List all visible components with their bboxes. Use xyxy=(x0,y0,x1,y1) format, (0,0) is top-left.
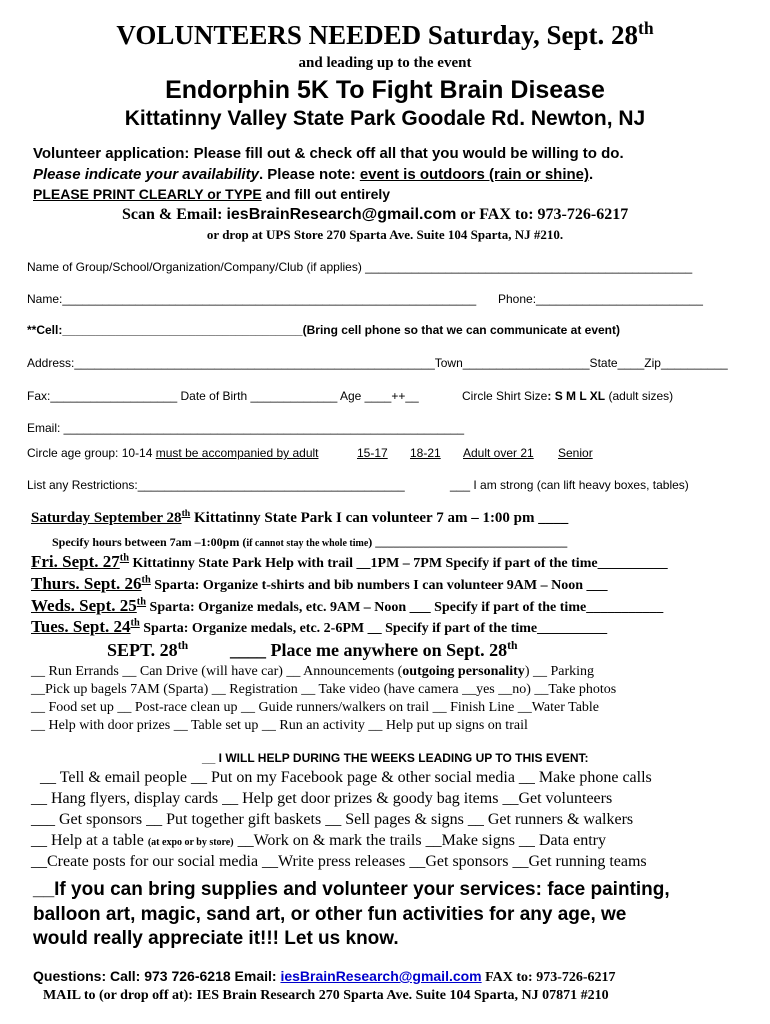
phone-field[interactable]: Phone:_________________________ xyxy=(498,292,703,306)
weeks-tasks-row-4[interactable]: __ Help at a table (at expo or by store) __Work on & mark the trails __Make signs __ Data entry xyxy=(31,832,606,849)
availability-saturday[interactable]: Saturday September 28th Kittatinny State Park I can volunteer 7 am – 1:00 pm ____ xyxy=(31,508,569,526)
intro-line-3: PLEASE PRINT CLEARLY or TYPE and fill out entirely xyxy=(33,186,391,202)
weeks-tasks-row-2[interactable]: __ Hang flyers, display cards __ Help get door prizes & goody bag items __Get volunteers xyxy=(31,790,613,807)
page-title-text: VOLUNTEERS NEEDED Saturday, Sept. 28 xyxy=(116,20,638,50)
sept28-tasks-row-4[interactable]: __ Help with door prizes __ Table set up __ Run an activity __ Help put up signs on trail xyxy=(31,718,528,733)
weeks-tasks-row-3[interactable]: ___ Get sponsors __ Put together gift baskets __ Sell pages & signs __ Get runners & walkers xyxy=(31,811,634,828)
availability-wednesday[interactable]: Weds. Sept. 25th Sparta: Organize medals, etc. 9AM – Noon ___ Specify if part of the time___________ xyxy=(31,596,664,615)
closing-line-1[interactable]: __If you can bring supplies and volunteer your services: face painting, xyxy=(33,879,670,900)
intro-line-1: Volunteer application: Please fill out & check off all that you would be willing to do. xyxy=(33,145,624,162)
footer-questions: Questions: Call: 973 726-6218 Email: iesBrainResearch@gmail.com FAX to: 973-726-6217 xyxy=(33,968,616,985)
intro-line-2: Please indicate your availability. Please note: event is outdoors (rain or shine). xyxy=(33,166,594,183)
restrictions-field[interactable]: List any Restrictions:________________________________________ xyxy=(27,478,405,492)
footer-email-link[interactable]: iesBrainResearch@gmail.com xyxy=(280,968,482,984)
address-field[interactable]: Address:______________________________________________________Town___________________State____Zip__________ xyxy=(27,356,728,370)
page-title-sup: th xyxy=(637,18,654,38)
availability-tuesday[interactable]: Tues. Sept. 24th Sparta: Organize medals, etc. 2-6PM __ Specify if part of the time__________ xyxy=(31,617,608,636)
sept28-tasks-row-1[interactable]: __ Run Errands __ Can Drive (will have car) __ Announcements (outgoing personality) __ Parking xyxy=(31,664,595,679)
weeks-tasks-row-5[interactable]: __Create posts for our social media __Write press releases __Get sponsors __Get running teams xyxy=(31,853,647,870)
availability-thursday[interactable]: Thurs. Sept. 26th Sparta: Organize t-shirts and bib numbers I can volunteer 9AM – Noon ___ xyxy=(31,574,608,593)
page-title xyxy=(0,20,770,51)
shirt-size-field[interactable]: Circle Shirt Size: S M L XL (adult sizes) xyxy=(462,389,674,403)
name-field[interactable]: Name:______________________________________________________________ xyxy=(27,292,477,306)
group-name-field[interactable]: Name of Group/School/Organization/Company/Club (if applies) _________________________________________________ xyxy=(27,260,693,274)
sept28-heading: SEPT. 28th xyxy=(107,639,189,660)
email-field[interactable]: Email: ____________________________________________________________ xyxy=(27,421,465,435)
event-location: Kittatinny Valley State Park Goodale Rd. Newton, NJ xyxy=(124,107,646,130)
place-anywhere-option[interactable]: ____ Place me anywhere on Sept. 28th xyxy=(230,639,518,660)
scan-email-line: Scan & Email: iesBrainResearch@gmail.com or FAX to: 973-726-6217 xyxy=(122,206,629,223)
age-group-label: Circle age group: 10-14 must be accompanied by adult xyxy=(27,446,319,460)
closing-line-3: would really appreciate it!!! Let us know. xyxy=(33,928,399,949)
age-option-senior[interactable]: Senior xyxy=(558,446,593,460)
page-subtitle: and leading up to the event xyxy=(298,55,472,71)
weeks-heading[interactable]: __ I WILL HELP DURING THE WEEKS LEADING UP TO THIS EVENT: xyxy=(202,751,589,765)
strong-checkbox[interactable]: ___ I am strong (can lift heavy boxes, tables) xyxy=(450,478,689,492)
cell-field[interactable]: **Cell:____________________________________(Bring cell phone so that we can communicate at event) xyxy=(27,323,621,337)
weeks-tasks-row-1[interactable]: __ Tell & email people __ Put on my Facebook page & other social media __ Make phone calls xyxy=(40,769,652,786)
availability-specify-hours[interactable]: Specify hours between 7am –1:00pm (if cannot stay the whole time) ________________________________ xyxy=(52,535,568,549)
age-option-18-21[interactable]: 18-21 xyxy=(410,446,441,460)
drop-off-line: or drop at UPS Store 270 Sparta Ave. Suite 104 Sparta, NJ #210. xyxy=(206,227,564,242)
scan-email-address: iesBrainResearch@gmail.com xyxy=(226,206,457,223)
age-option-15-17[interactable]: 15-17 xyxy=(357,446,388,460)
sept28-tasks-row-2[interactable]: __Pick up bagels 7AM (Sparta) __ Registration __ Take video (have camera __yes __no) __Take photos xyxy=(31,682,617,697)
sept28-tasks-row-3[interactable]: __ Food set up __ Post-race clean up __ Guide runners/walkers on trail __ Finish Line __Water Table xyxy=(31,700,600,715)
availability-friday[interactable]: Fri. Sept. 27th Kittatinny State Park Help with trail __1PM – 7PM Specify if part of the time__________ xyxy=(31,552,668,571)
age-option-adult-over-21[interactable]: Adult over 21 xyxy=(463,446,534,460)
footer-mail-address: MAIL to (or drop off at): IES Brain Research 270 Sparta Ave. Suite 104 Sparta, NJ 07871 #210 xyxy=(43,988,609,1003)
fax-dob-age-field[interactable]: Fax:___________________ Date of Birth _____________ Age ____++__ xyxy=(27,389,419,403)
closing-line-2: balloon art, magic, sand art, or other fun activities for any age, we xyxy=(33,904,627,925)
event-name: Endorphin 5K To Fight Brain Disease xyxy=(165,76,605,104)
